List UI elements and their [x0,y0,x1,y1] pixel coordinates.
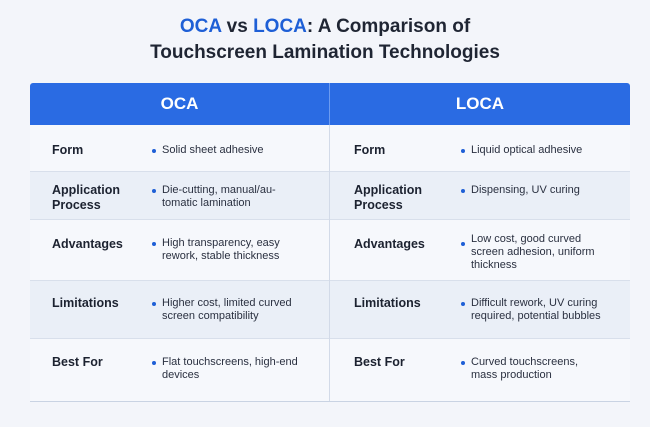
row-value-loca: Difficult rework, UV curing required, potential bubbles [471,297,601,322]
bullet-icon [152,361,156,365]
row-label-loca: Limitations [354,296,421,310]
table-row [30,281,630,339]
title-vs: vs [221,16,254,37]
row-value-oca: Higher cost, limited curved screen compatibility [162,297,292,322]
table-row [30,172,630,220]
column-header-loca: LOCA [455,94,505,113]
title-loca: LOCA [253,16,307,37]
title-oca: OCA [179,16,222,37]
row-label-oca: Form [52,143,84,157]
row-label-loca: Advantages [354,237,425,251]
row-label-loca: Application Process [354,183,423,212]
table-row [30,339,630,402]
row-value-oca: Die-cutting, manual/au-tomatic lamination [162,184,276,209]
row-label-oca: Advantages [52,237,123,251]
row-value-loca: Curved touchscreens, mass production [471,356,578,381]
bullet-icon [461,149,465,153]
bullet-icon [152,189,156,193]
row-value-oca: High transparency, easy rework, stable thickness [162,237,280,262]
title-line-2: Touchscreen Lamination Technologies [150,42,500,63]
column-divider [329,125,330,401]
row-label-loca: Form [354,143,386,157]
bullet-icon [461,302,465,306]
column-header-oca: OCA [160,94,199,113]
table-row [30,125,630,172]
page-title [0,14,650,66]
row-value-loca: Dispensing, UV curing [471,184,580,196]
row-value-loca: Liquid optical adhesive [471,144,583,156]
bullet-icon [461,242,465,246]
bullet-icon [461,189,465,193]
row-label-oca: Best For [52,355,103,369]
row-label-oca: Application Process [52,183,121,212]
row-label-loca: Best For [354,355,405,369]
title-rest: : A Comparison of [306,16,471,37]
table-row [30,220,630,281]
row-value-loca: Low cost, good curved screen adhesion, uniform thickness [471,233,595,271]
bullet-icon [152,302,156,306]
bullet-icon [461,361,465,365]
row-value-oca: Solid sheet adhesive [162,144,264,156]
row-value-oca: Flat touchscreens, high-end devices [162,356,298,381]
bullet-icon [152,242,156,246]
row-label-oca: Limitations [52,296,119,310]
bullet-icon [152,149,156,153]
title-line-1 [0,14,650,40]
table-header [30,83,630,125]
table-bottom-border [30,401,630,402]
